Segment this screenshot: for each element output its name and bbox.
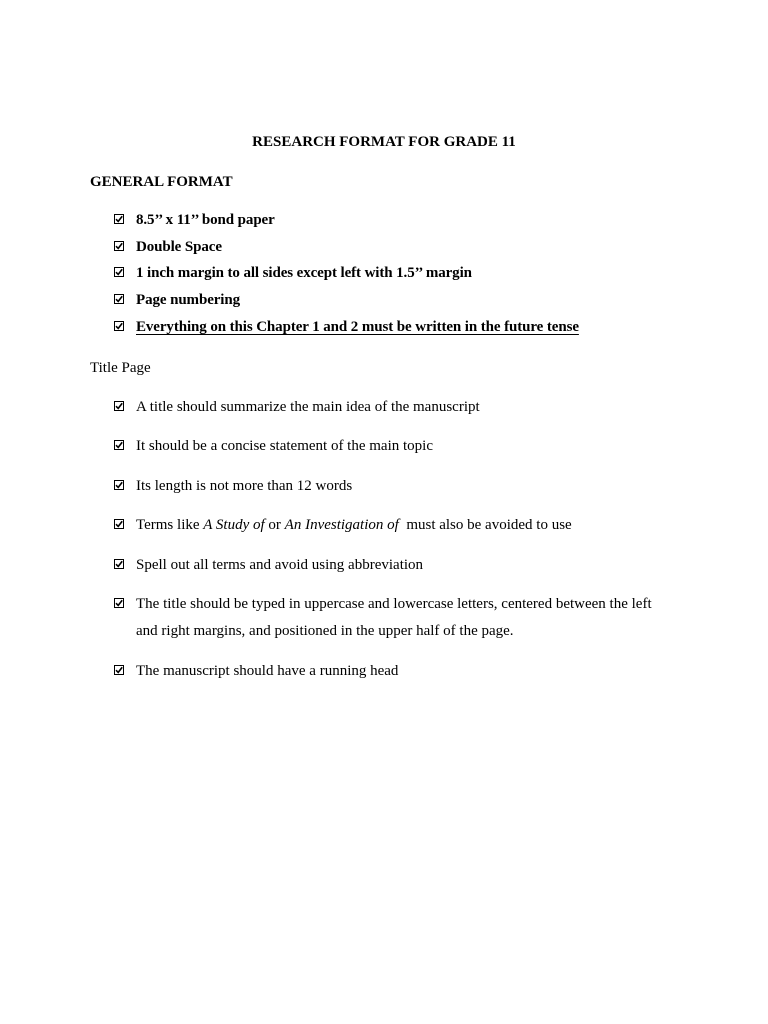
- checked-box-icon: [114, 267, 124, 277]
- list-item-text: The manuscript should have a running head: [136, 663, 399, 679]
- list-item: [114, 433, 674, 460]
- list-item-text: Double Space: [136, 239, 222, 255]
- list-item: [114, 394, 674, 421]
- checked-box-icon: [114, 241, 124, 251]
- list-item-text: Everything on this Chapter 1 and 2 must be written in the future tense: [136, 319, 579, 335]
- general-format-heading: GENERAL FORMAT: [90, 174, 233, 190]
- checked-box-icon: [114, 214, 124, 224]
- list-item: [114, 658, 674, 685]
- list-item-text: It should be a concise statement of the main topic: [136, 438, 433, 454]
- list-item-text: A title should summarize the main idea of the manuscript: [136, 399, 480, 415]
- text-run: must also be avoided to use: [398, 517, 572, 533]
- list-item: [114, 552, 674, 579]
- list-item: [114, 473, 674, 500]
- list-item: [114, 207, 674, 234]
- checked-box-icon: [114, 294, 124, 304]
- text-run: Terms like: [136, 517, 204, 533]
- list-item: [114, 314, 674, 341]
- list-item: [114, 260, 674, 287]
- list-item-text: Its length is not more than 12 words: [136, 478, 353, 494]
- list-item: [114, 234, 674, 261]
- italic-term: A Study of: [203, 517, 265, 533]
- document-title: RESEARCH FORMAT FOR GRADE 11: [252, 134, 516, 150]
- checked-box-icon: [114, 665, 124, 675]
- text-run: or: [264, 517, 285, 533]
- checked-box-icon: [114, 401, 124, 411]
- checked-box-icon: [114, 559, 124, 569]
- list-item-text: Page numbering: [136, 292, 241, 308]
- list-item: [114, 512, 674, 539]
- checked-box-icon: [114, 440, 124, 450]
- list-item-text: 1 inch margin to all sides except left with 1.5’’ margin: [136, 265, 472, 281]
- list-item-text: [114, 512, 674, 539]
- checked-box-icon: [114, 321, 124, 331]
- list-item: [114, 287, 674, 314]
- italic-term: An Investigation of: [284, 517, 399, 533]
- checked-box-icon: [114, 480, 124, 490]
- list-item-text: 8.5’’ x 11’’ bond paper: [136, 212, 275, 228]
- checked-box-icon: [114, 598, 124, 608]
- title-page-heading: Title Page: [90, 360, 151, 376]
- list-item-text: The title should be typed in uppercase and lowercase letters, centered between the left and right margins, and positioned in the upper half of the page.: [136, 596, 652, 639]
- list-item: [114, 591, 674, 645]
- list-item-text: Spell out all terms and avoid using abbreviation: [136, 557, 424, 573]
- checked-box-icon: [114, 519, 124, 529]
